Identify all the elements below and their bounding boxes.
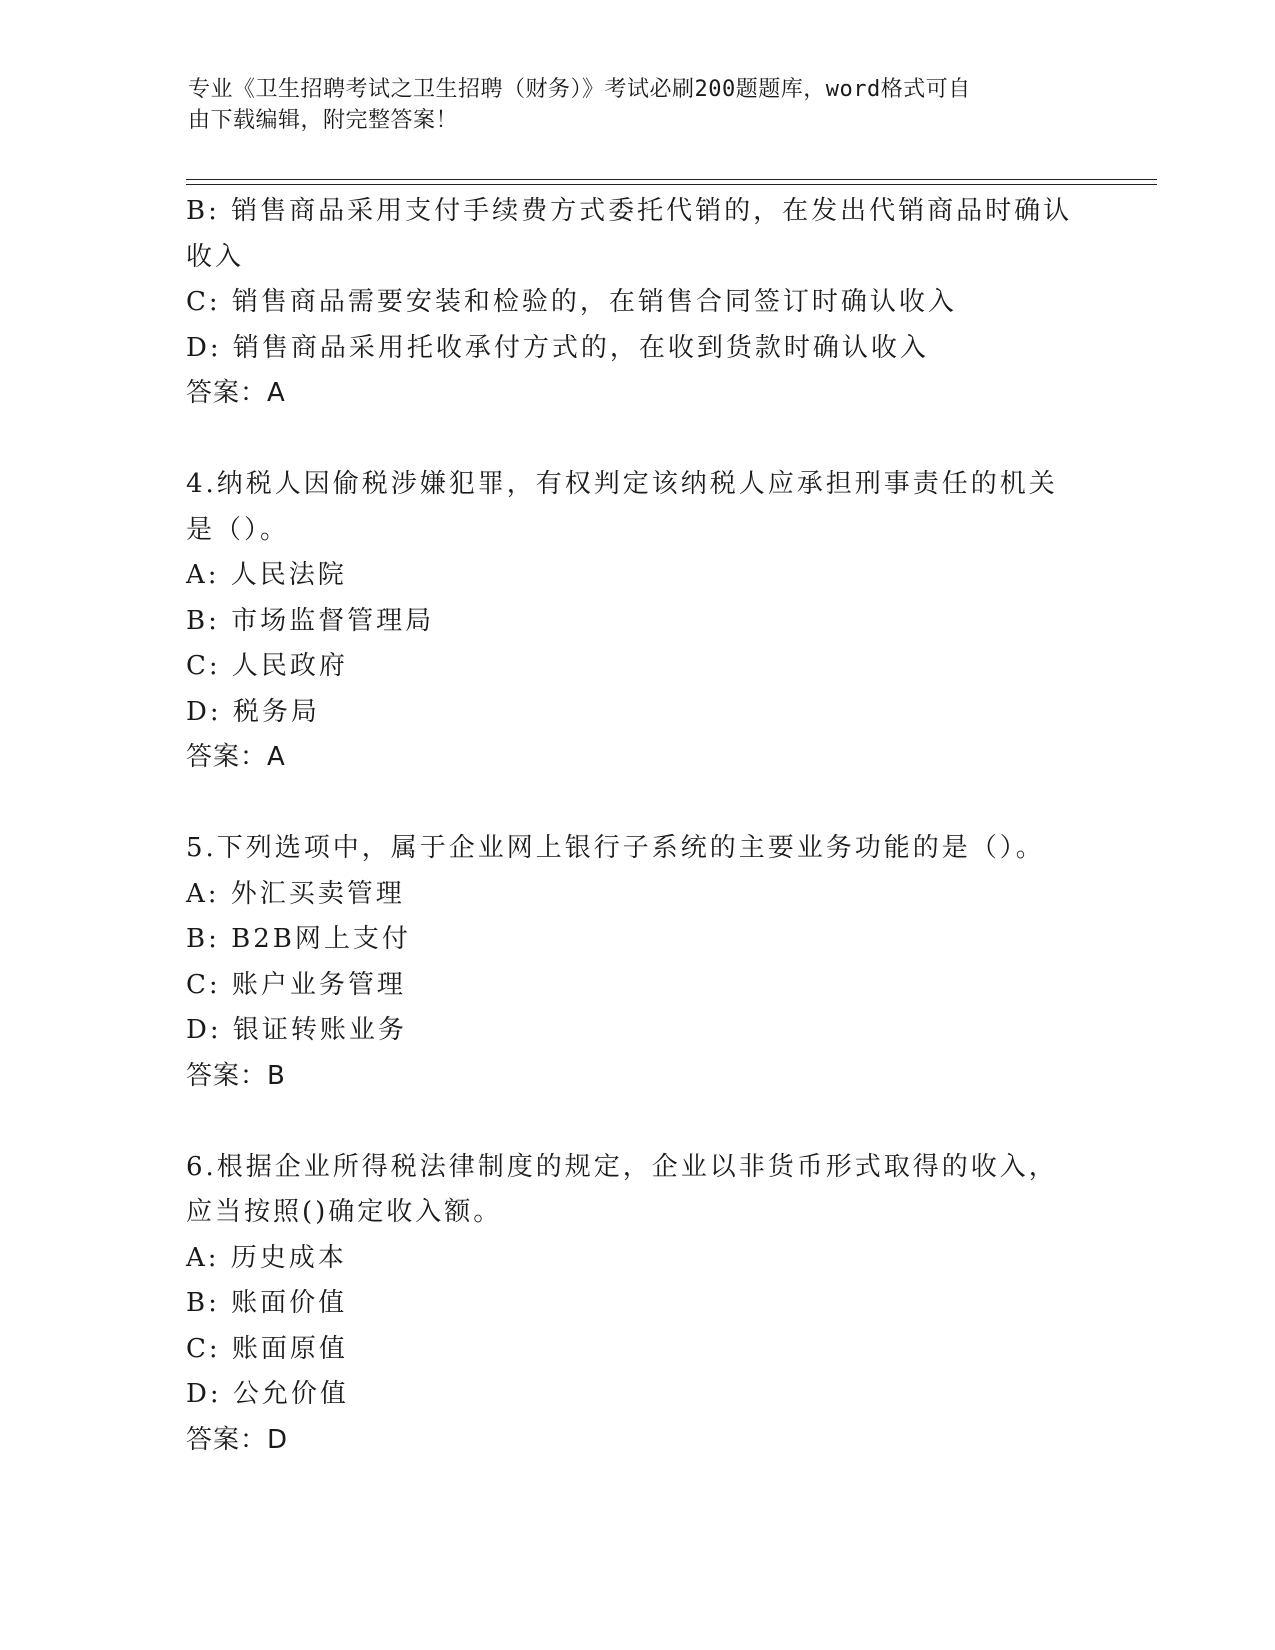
spacer: [186, 417, 1086, 463]
option-b-line-1: B: 销售商品采用支付手续费方式委托代销的，在发出代销商品时确认: [186, 196, 1073, 226]
answer-line: 答案：B: [186, 1060, 286, 1091]
option-a: A: 人民法院: [186, 560, 347, 590]
option-c: C: 销售商品需要安装和检验的，在销售合同签订时确认收入: [186, 287, 957, 317]
answer-line: 答案：D: [186, 1424, 289, 1455]
option-c: C: 人民政府: [186, 651, 348, 681]
answer-line: 答案：A: [186, 742, 286, 772]
option-c: C: 账户业务管理: [186, 969, 406, 1000]
option-d: D: 公允价值: [186, 1379, 349, 1409]
option-b: B: 账面价值: [186, 1288, 348, 1318]
header-divider-top: [186, 179, 1157, 180]
answer-line: 答案：A: [186, 378, 286, 408]
question-text-line-1: 6.根据企业所得税法律制度的规定，企业以非货币形式取得的收入，: [186, 1151, 1058, 1182]
header-divider-bottom: [186, 184, 1157, 185]
option-a: A: 外汇买卖管理: [186, 878, 405, 909]
question-text-line-2: 应当按照()确定收入额。: [186, 1197, 503, 1227]
question-block-4: [186, 462, 1086, 781]
question-text-line-1: 5.下列选项中，属于企业网上银行子系统的主要业务功能的是（）。: [186, 833, 1045, 863]
header-line-2: 由下载编辑，附完整答案！: [188, 108, 459, 133]
header-line-1: 专业《卫生招聘考试之卫生招聘（财务）》考试必刷200题题库，word格式可自: [188, 77, 971, 102]
document-header: [188, 74, 1068, 136]
option-d: D: 银证转账业务: [186, 1015, 407, 1045]
question-text-line-2: 是（）。: [186, 514, 290, 545]
question-list: [186, 189, 1086, 1463]
question-block-5: [186, 826, 1086, 1099]
spacer: [186, 781, 1086, 827]
question-block-6: [186, 1145, 1086, 1464]
option-b: B: 市场监督管理局: [186, 605, 435, 636]
option-b: B: B2B网上支付: [186, 924, 411, 954]
option-a: A: 历史成本: [186, 1242, 347, 1273]
question-text-line-1: 4.纳税人因偷税涉嫌犯罪，有权判定该纳税人应承担刑事责任的机关: [186, 469, 1058, 499]
option-b-line-2: 收入: [186, 241, 245, 272]
question-block-3: [186, 189, 1086, 417]
option-c: C: 账面原值: [186, 1333, 348, 1364]
option-d: D: 销售商品采用托收承付方式的，在收到货款时确认收入: [186, 332, 929, 363]
option-d: D: 税务局: [186, 696, 320, 727]
spacer: [186, 1099, 1086, 1145]
